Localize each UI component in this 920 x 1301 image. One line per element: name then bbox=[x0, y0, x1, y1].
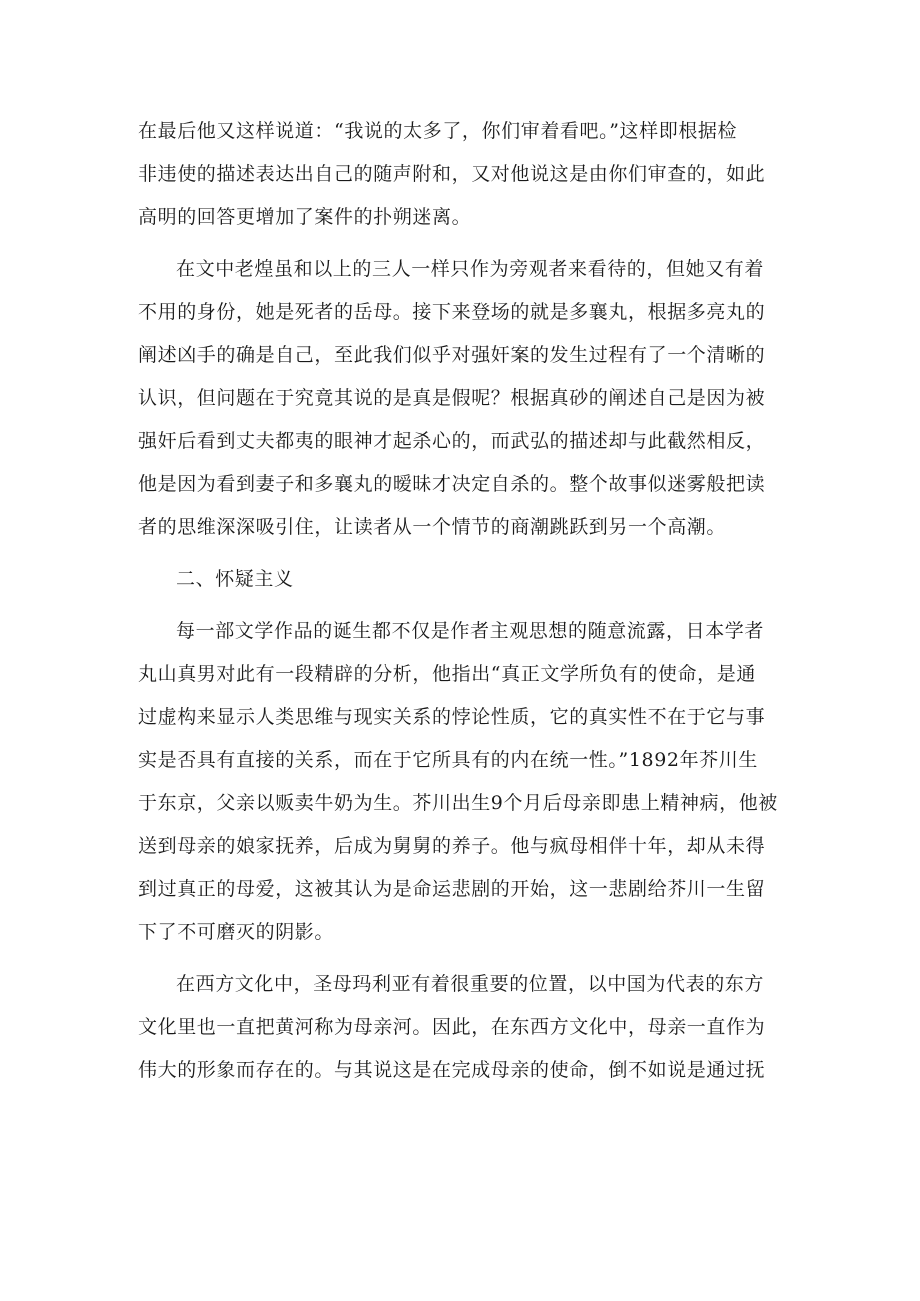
text-line: 文化里也一直把黄河称为母亲河。因此，在东西方文化中，母亲一直作为 bbox=[138, 1016, 766, 1038]
text-line: 实是否具有直接的关系，而在于它所具有的内在统一性。”1892年芥川生 bbox=[138, 749, 758, 771]
heading-text: 二、怀疑主义 bbox=[176, 568, 294, 590]
text-line: 他是因为看到妻子和多襄丸的暧昧才决定自杀的。整个故事似迷雾般把读 bbox=[138, 473, 766, 495]
text-line: 认识，但问题在于究竟其说的是真是假呢？根据真砂的阐述自己是因为被 bbox=[138, 387, 766, 409]
paragraph-4 bbox=[138, 963, 778, 1092]
text-line: 丸山真男对此有一段精辟的分析，他指出“真正文学所负有的使命，是通 bbox=[138, 663, 756, 685]
text-line: 强奸后看到丈夫都夷的眼神才起杀心的，而武弘的描述却与此截然相反， bbox=[138, 430, 766, 452]
section-heading bbox=[138, 558, 778, 601]
text-line: 非违使的描述表达出自己的随声附和，又对他说这是由你们审查的，如此 bbox=[138, 163, 766, 185]
text-line: 于东京，父亲以贩卖牛奶为生。芥川出生9个月后母亲即患上精神病，他被 bbox=[138, 792, 778, 814]
text-line: 在文中老煌虽和以上的三人一样只作为旁观者来看待的，但她又有着 bbox=[176, 258, 765, 280]
text-line: 者的思维深深吸引住，让读者从一个情节的商潮跳跃到另一个高潮。 bbox=[138, 516, 727, 538]
text-line: 高明的回答更增加了案件的扑朔迷离。 bbox=[138, 206, 472, 228]
text-line: 到过真正的母爱，这被其认为是命运悲剧的开始，这一悲剧给芥川一生留 bbox=[138, 878, 766, 900]
text-line: 在西方文化中，圣母玛利亚有着很重要的位置，以中国为代表的东方 bbox=[176, 973, 765, 995]
document-body bbox=[138, 110, 778, 1101]
paragraph-1 bbox=[138, 110, 778, 239]
paragraph-3 bbox=[138, 610, 778, 954]
text-line: 送到母亲的娘家抚养，后成为舅舅的养子。他与疯母相伴十年，却从未得 bbox=[138, 835, 766, 857]
text-line: 过虚构来显示人类思维与现实关系的悖论性质，它的真实性不在于它与事 bbox=[138, 706, 766, 728]
text-line: 在最后他又这样说道：“我说的太多了，你们审着看吧。”这样即根据检 bbox=[138, 120, 738, 142]
text-line: 每一部文学作品的诞生都不仅是作者主观思想的随意流露，日本学者 bbox=[176, 620, 765, 642]
paragraph-2 bbox=[138, 248, 778, 549]
text-line: 伟大的形象而存在的。与其说这是在完成母亲的使命，倒不如说是通过抚 bbox=[138, 1059, 766, 1081]
text-line: 下了不可磨灭的阴影。 bbox=[138, 921, 335, 943]
text-line: 不用的身份，她是死者的岳母。接下来登场的就是多襄丸，根据多亮丸的 bbox=[138, 301, 766, 323]
text-line: 阐述凶手的确是自己，至此我们似乎对强奸案的发生过程有了一个清晰的 bbox=[138, 344, 766, 366]
